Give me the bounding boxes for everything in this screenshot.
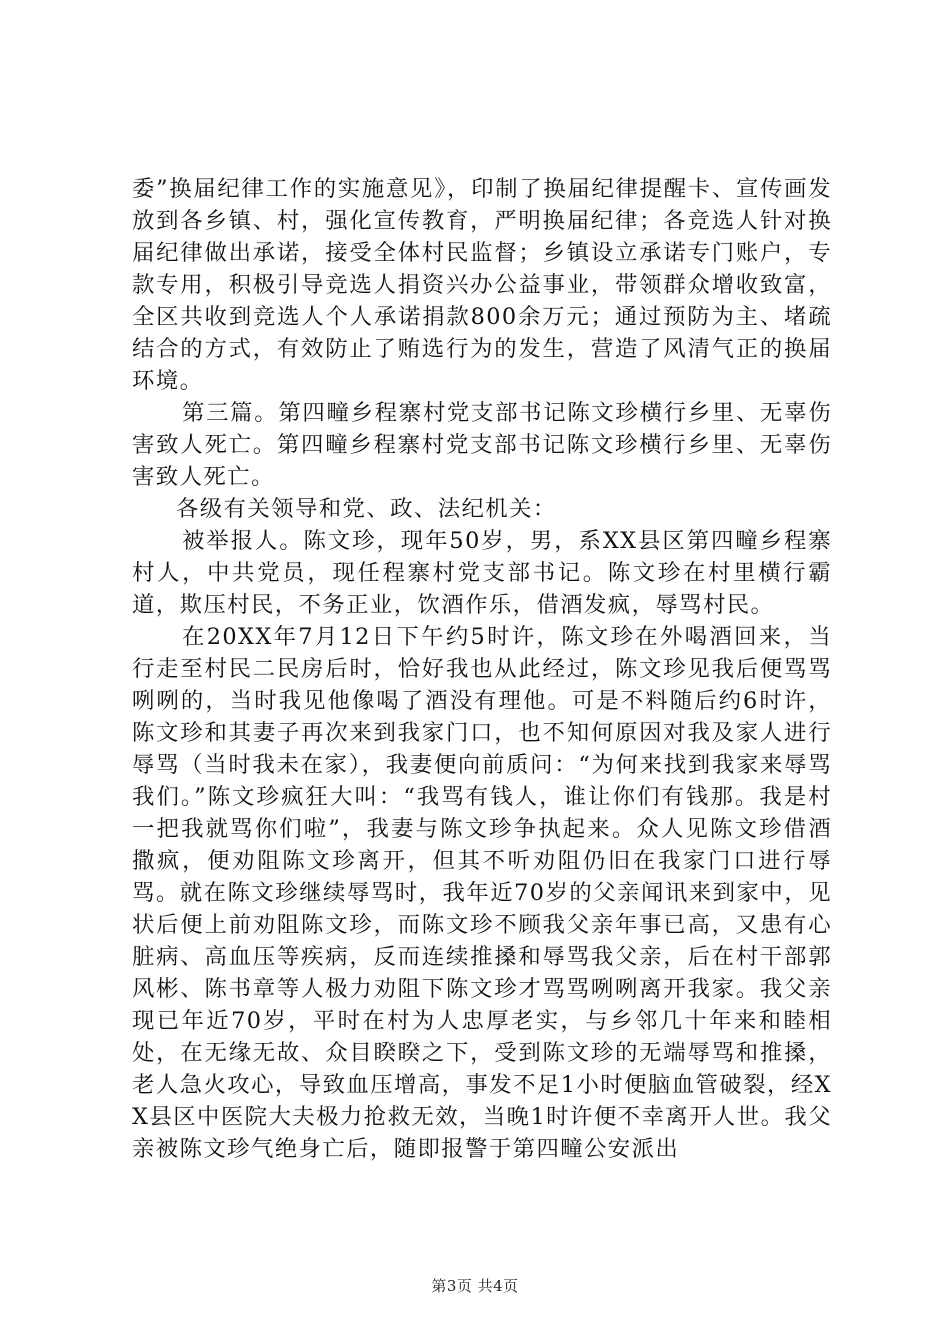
paragraph-accused: 被举报人。陈文珍，现年50岁，男，系XX县区第四疃乡程寨村人，中共党员，现任程寨村党支部书记。陈文珍在村里横行霸道，欺压村民，不务正业，饮酒作乐，借酒发疯，辱骂村民。 [132,528,832,618]
document-body [132,173,832,1165]
paragraph-incident: 在20XX年7月12日下午约5时许，陈文珍在外喝酒回来，当行走至村民二民房后时，恰好我也从此经过，陈文珍见我后便骂骂咧咧的，当时我见他像喝了酒没有理他。可是不料随后约6时许，陈文珍和其妻子再次来到我家门口，也不知何原因对我及家人进行辱骂（当时我未在家），我妻便向前质问：“为何来找到我家来辱骂我们。”陈文珍疯狂大叫：“我骂有钱人，谁让你们有钱那。我是村一把我就骂你们啦”，我妻与陈文珍争执起来。众人见陈文珍借酒撒疯，便劝阻陈文珍离开，但其不听劝阻仍旧在我家门口进行辱骂。就在陈文珍继续辱骂时，我年近70岁的父亲闻讯来到家中，见状后便上前劝阻陈文珍，而陈文珍不顾我父亲年事已高，又患有心脏病、高血压等疾病，反而连续推搡和辱骂我父亲，后在村干部郭风彬、陈书章等人极力劝阻下陈文珍才骂骂咧咧离开我家。我父亲现已年近70岁，平时在村为人忠厚老实，与乡邻几十年来和睦相处，在无缘无故、众目睽睽之下，受到陈文珍的无端辱骂和推搡，老人急火攻心，导致血压增高，事发不足1小时便脑血管破裂，经XX县区中医院大夫极力抢救无效，当晚1时许便不幸离开人世。我父亲被陈文珍气绝身亡后，随即报警于第四疃公安派出 [132,624,832,1162]
page-number-footer: 第3页 共4页 [431,1277,519,1295]
paragraph-continuation: 委”换届纪律工作的实施意见》，印制了换届纪律提醒卡、宣传画发放到各乡镇、村，强化宣传教育，严明换届纪律；各竞选人针对换届纪律做出承诺，接受全体村民监督；乡镇设立承诺专门账户，专款专用，积极引导竞选人捐资兴办公益事业，带领群众增收致富，全区共收到竞选人个人承诺捐款800余万元；通过预防为主、堵疏结合的方式，有效防止了贿选行为的发生，营造了风清气正的换届环境。 [132,176,832,394]
paragraph-section-heading: 第三篇。第四疃乡程寨村党支部书记陈文珍横行乡里、无辜伤害致人死亡。第四疃乡程寨村党支部书记陈文珍横行乡里、无辜伤害致人死亡。 [132,400,832,490]
paragraph-salutation: 各级有关领导和党、政、法纪机关： [176,496,557,522]
